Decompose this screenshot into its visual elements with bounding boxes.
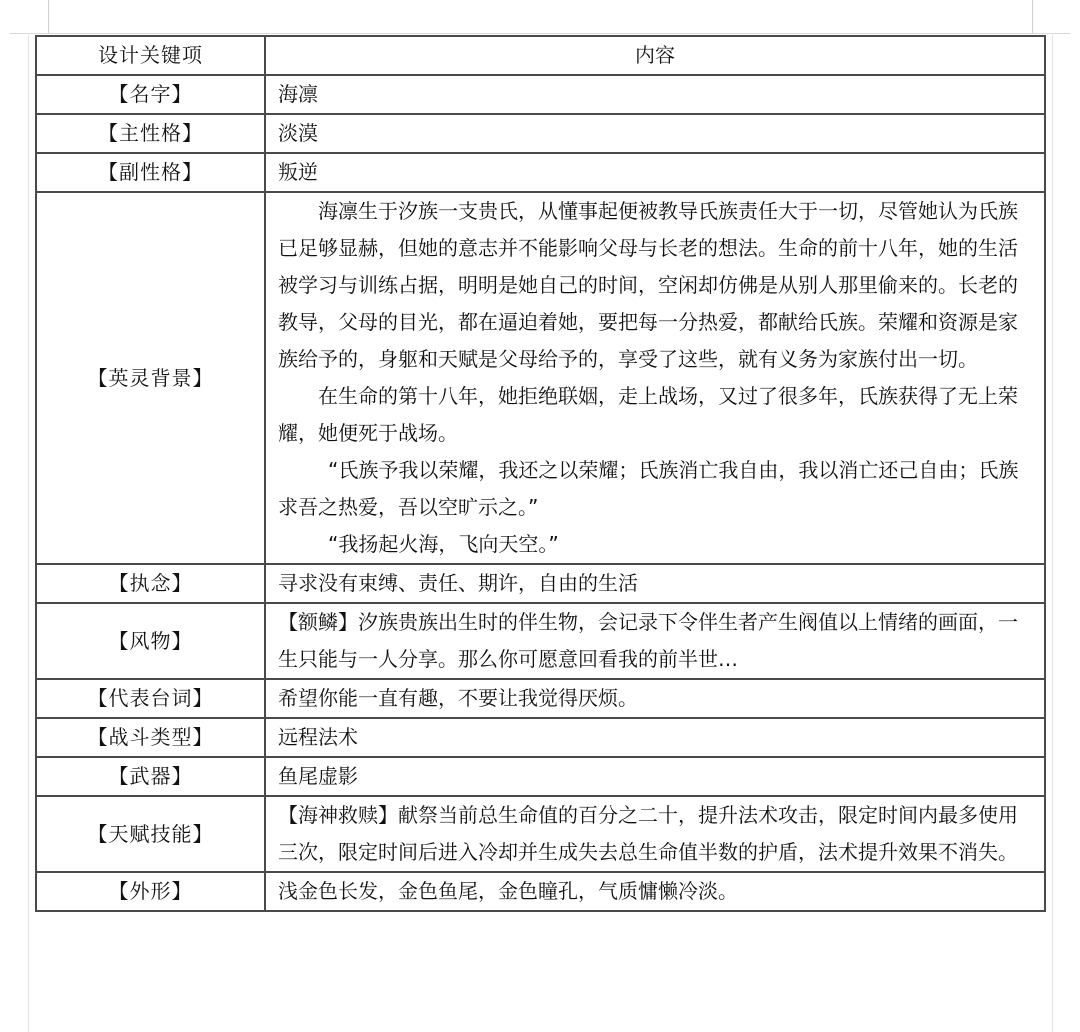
page-edge-left — [28, 33, 29, 1032]
value-talent: 【海神救赎】献祭当前总生命值的百分之二十，提升法术攻击，限定时间内最多使用三次，限定时间后进入冷却并生成失去总生命值半数的护盾，法术提升效果不消失。 — [265, 796, 1045, 872]
value-background — [265, 192, 1045, 564]
key-talent: 【天赋技能】 — [36, 796, 265, 872]
table-row-keepsake — [36, 603, 1045, 679]
value-name: 海凛 — [265, 75, 1045, 114]
key-name: 【名字】 — [36, 75, 265, 114]
background-paragraph-1: 海凛生于汐族一支贵氏，从懂事起便被教导氏族责任大于一切，尽管她认为氏族已足够显赫，但她的意志并不能影响父母与长老的想法。生命的前十八年，她的生活被学习与训练占据，明明是她自己的时间，空闲却仿佛是从别人那里偷来的。长老的教导，父母的目光，都在逼迫着她，要把每一分热爱，都献给氏族。荣耀和资源是家族给予的，身躯和天赋是父母给予的，享受了这些，就有义务为家族付出一切。 — [278, 199, 1018, 371]
table-header-row — [36, 36, 1045, 75]
key-obsession: 【执念】 — [36, 564, 265, 603]
table-row-background — [36, 192, 1045, 564]
page-margin-marker-left — [48, 0, 49, 33]
value-combat-type: 远程法术 — [265, 718, 1045, 757]
header-content-cell: 内容 — [265, 36, 1045, 75]
value-obsession: 寻求没有束缚、责任、期许，自由的生活 — [265, 564, 1045, 603]
table-row-sub-personality — [36, 153, 1045, 192]
value-appearance: 浅金色长发，金色鱼尾，金色瞳孔，气质慵懒冷淡。 — [265, 872, 1045, 911]
table-row-name — [36, 75, 1045, 114]
table-row-main-personality — [36, 114, 1045, 153]
background-quote-2: “我扬起火海，飞向天空。” — [328, 532, 559, 556]
page-edge-right — [1052, 33, 1053, 1032]
table-row-obsession — [36, 564, 1045, 603]
page-margin-marker-right — [1032, 0, 1033, 33]
background-paragraph-2: 在生命的第十八年，她拒绝联姻，走上战场，又过了很多年，氏族获得了无上荣耀，她便死于战场。 — [278, 384, 1018, 445]
header-key-cell: 设计关键项 — [36, 36, 265, 75]
value-quote: 希望你能一直有趣，不要让我觉得厌烦。 — [265, 679, 1045, 718]
table-row-quote — [36, 679, 1045, 718]
table-row-weapon — [36, 757, 1045, 796]
key-sub-personality: 【副性格】 — [36, 153, 265, 192]
key-background: 【英灵背景】 — [36, 192, 265, 564]
table-row-talent — [36, 796, 1045, 872]
key-weapon: 【武器】 — [36, 757, 265, 796]
value-weapon: 鱼尾虚影 — [265, 757, 1045, 796]
key-main-personality: 【主性格】 — [36, 114, 265, 153]
value-keepsake: 【额鳞】汐族贵族出生时的伴生物，会记录下令伴生者产生阀值以上情绪的画面，一生只能与一人分享。那么你可愿意回看我的前半世… — [265, 603, 1045, 679]
value-main-personality: 淡漠 — [265, 114, 1045, 153]
key-quote: 【代表台词】 — [36, 679, 265, 718]
page-top-border — [10, 33, 1070, 34]
character-design-table — [35, 35, 1046, 912]
value-sub-personality: 叛逆 — [265, 153, 1045, 192]
key-keepsake: 【风物】 — [36, 603, 265, 679]
table-row-combat-type — [36, 718, 1045, 757]
background-quote-1: “氏族予我以荣耀，我还之以荣耀；氏族消亡我自由，我以消亡还己自由；氏族求吾之热爱，吾以空旷示之。” — [278, 458, 1019, 519]
key-combat-type: 【战斗类型】 — [36, 718, 265, 757]
key-appearance: 【外形】 — [36, 872, 265, 911]
table-row-appearance — [36, 872, 1045, 911]
